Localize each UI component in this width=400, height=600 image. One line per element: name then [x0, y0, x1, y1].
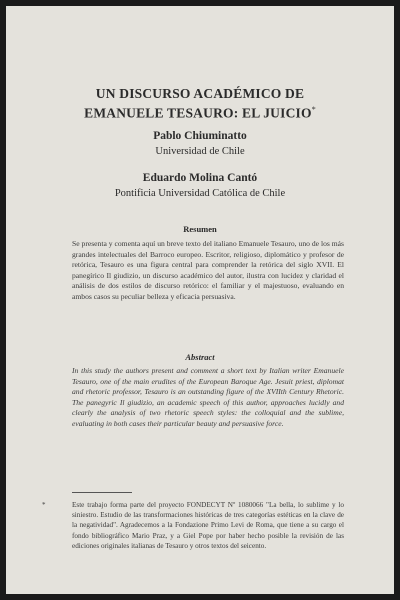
- footnote-rule: [72, 492, 132, 493]
- footnote-text: Este trabajo forma parte del proyecto FONDECYT Nº 1080066 "La bella, lo sublime y lo siniestro. Estudio de las transformaciones históricas de tres categorías estéticas en la clave de la negatividad". Agradecemos a la Fondazione Primo Levi de Roma, que tiene a su cargo el fondo bibliográfico Mario Praz, y a Giel Pope por haber hecho posible la revisión de las ediciones originales italianas de Tesauro y otros textos del seicento.: [72, 501, 344, 550]
- author-affiliation-2: Pontificia Universidad Católica de Chile: [114, 188, 286, 199]
- footnote: [42, 500, 344, 551]
- title-line-2-text: EMANUELE TESAURO: EL JUICIO: [84, 105, 312, 121]
- author-name-1: Pablo Chiuminatto: [153, 130, 247, 142]
- abstract-text: In this study the authors present and comment a short text by Italian writer Emanuele Tesauro, one of the main erudites of the European Baroque Age. Jesuit priest, diplomat and rhetoric professor, Tesauro is an outstanding figure of the XVIIth Century Rhetoric. The panegyric Il giudizio, an academic speech of this author, approaches lucidly and clearly the analysis of two rhetoric speech styles: the colloquial and the sublime, evaluating in both cases their particular beauty and persuasive force.: [72, 366, 344, 428]
- abstract-heading: Abstract: [185, 352, 215, 362]
- resumen-heading: Resumen: [183, 224, 217, 234]
- document-page: [6, 6, 394, 594]
- author-affiliation-1: Universidad de Chile: [155, 146, 245, 157]
- footnote-mark: *: [42, 501, 46, 509]
- title-line-2: [6, 102, 394, 122]
- title-footnote-marker: *: [311, 105, 316, 114]
- author-name-2: Eduardo Molina Cantó: [142, 172, 258, 184]
- title-line-1: UN DISCURSO ACADÉMICO DE: [95, 86, 305, 101]
- article-title: [6, 86, 394, 122]
- resumen-text: Se presenta y comenta aquí un breve texto del italiano Emanuele Tesauro, uno de los más grandes intelectuales del Barroco europeo. Escritor, religioso, diplomático y profesor de retórica, Tesauro es una figura central para comprender la retórica del siglo XVII. El panegírico Il giudizio, un discurso académico del autor, ilustra con lucidez y claridad el análisis de dos estilos de discurso retórico: el familiar y el majestuoso, evaluando en ambos casos su peculiar belleza y eficacia persuasiva.: [72, 239, 344, 301]
